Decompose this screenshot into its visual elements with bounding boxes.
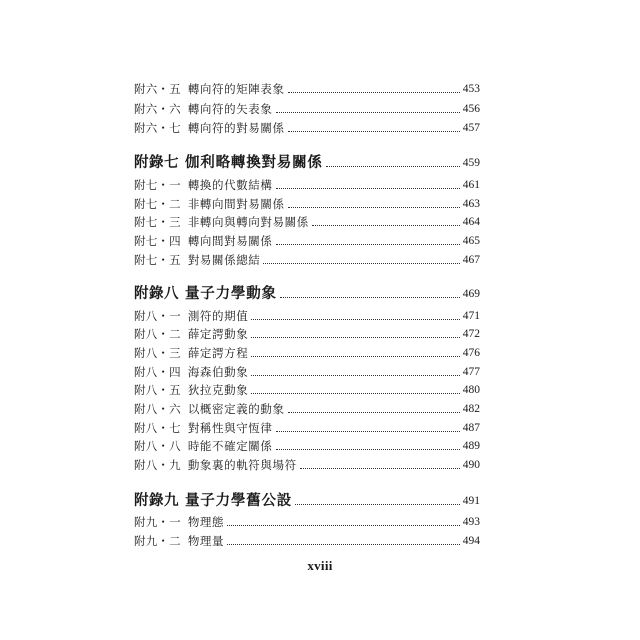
dot-leader xyxy=(251,355,459,357)
page-folio: xviii xyxy=(307,558,333,573)
toc-entry[interactable] xyxy=(134,78,480,96)
entry-title: 非轉向間對易關係 xyxy=(187,197,285,211)
dot-leader xyxy=(288,91,460,93)
entry-page-number: 491 xyxy=(462,495,480,507)
toc-entry[interactable] xyxy=(134,511,480,529)
dot-leader xyxy=(288,411,460,413)
dot-leader xyxy=(295,503,460,505)
entry-title: 測符的期值 xyxy=(187,309,249,323)
dot-leader xyxy=(276,187,460,189)
entry-number: 附八・九 xyxy=(134,458,181,472)
entry-title: 轉向間對易關係 xyxy=(187,234,273,248)
entry-page-number: 465 xyxy=(462,235,480,247)
entry-page-number: 477 xyxy=(462,366,480,378)
dot-leader xyxy=(251,318,459,320)
entry-page-number: 487 xyxy=(462,422,480,434)
entry-page-number: 480 xyxy=(462,384,480,396)
dot-leader xyxy=(326,165,460,167)
dot-leader xyxy=(300,467,460,469)
entry-number: 附九・一 xyxy=(134,515,181,529)
toc-entry[interactable] xyxy=(134,211,480,229)
dot-leader xyxy=(263,262,459,264)
toc-entry[interactable] xyxy=(134,193,480,211)
dot-leader xyxy=(276,243,460,245)
entry-title: 物理量 xyxy=(187,534,225,548)
entry-page-number: 464 xyxy=(462,216,480,228)
toc-entry[interactable] xyxy=(134,435,480,453)
dot-leader xyxy=(280,296,460,298)
toc-entry[interactable] xyxy=(134,417,480,435)
toc-entry[interactable] xyxy=(134,323,480,341)
entry-number: 附六・五 xyxy=(134,82,181,96)
entry-number: 附八・六 xyxy=(134,402,181,416)
entry-page-number: 463 xyxy=(462,198,480,210)
toc-entry[interactable] xyxy=(134,454,480,472)
entry-page-number: 489 xyxy=(462,440,480,452)
entry-number: 附錄八 xyxy=(134,285,179,302)
dot-leader xyxy=(251,336,459,338)
toc-entry[interactable] xyxy=(134,117,480,135)
toc-entry[interactable] xyxy=(134,398,480,416)
entry-title: 非轉向與轉向對易關係 xyxy=(187,215,309,229)
dot-leader xyxy=(227,543,460,545)
entry-title: 量子力學動象 xyxy=(185,285,277,302)
dot-leader xyxy=(276,111,460,113)
entry-title: 狄拉克動象 xyxy=(187,383,249,397)
dot-leader xyxy=(251,392,459,394)
entry-title: 動象裏的軌符與場符 xyxy=(187,458,297,472)
dot-leader xyxy=(227,524,460,526)
entry-title: 海森伯動象 xyxy=(187,365,249,379)
dot-leader xyxy=(288,206,460,208)
entry-page-number: 456 xyxy=(462,103,480,115)
entry-title: 物理態 xyxy=(187,515,225,529)
entry-number: 附六・七 xyxy=(134,121,181,135)
entry-title: 以概密定義的動象 xyxy=(187,402,285,416)
entry-number: 附錄九 xyxy=(134,492,179,509)
entry-number: 附八・五 xyxy=(134,383,181,397)
entry-title: 轉向符的矩陣表象 xyxy=(187,82,285,96)
toc-entry[interactable] xyxy=(134,230,480,248)
entry-page-number: 469 xyxy=(462,288,480,300)
entry-title: 薛定諤方程 xyxy=(187,346,249,360)
entry-page-number: 471 xyxy=(462,310,480,322)
entry-number: 附八・一 xyxy=(134,309,181,323)
entry-number: 附七・一 xyxy=(134,178,181,192)
entry-number: 附八・四 xyxy=(134,365,181,379)
toc-entry[interactable] xyxy=(134,174,480,192)
entry-title: 薛定諤動象 xyxy=(187,327,249,341)
entry-page-number: 467 xyxy=(462,254,480,266)
entry-title: 伽利略轉換對易關係 xyxy=(185,154,323,171)
dot-leader xyxy=(312,224,460,226)
entry-page-number: 490 xyxy=(462,459,480,471)
entry-title: 時能不確定關係 xyxy=(187,439,273,453)
entry-number: 附八・三 xyxy=(134,346,181,360)
entry-title: 轉向符的對易關係 xyxy=(187,121,285,135)
entry-page-number: 494 xyxy=(462,535,480,547)
toc-chapter-entry[interactable] xyxy=(134,150,480,170)
entry-page-number: 459 xyxy=(462,157,480,169)
toc-entry[interactable] xyxy=(134,98,480,116)
entry-title: 對稱性與守恆律 xyxy=(187,421,273,435)
toc-entry[interactable] xyxy=(134,342,480,360)
dot-leader xyxy=(276,448,460,450)
entry-number: 附八・八 xyxy=(134,439,181,453)
entry-number: 附七・五 xyxy=(134,253,181,267)
toc-chapter-entry[interactable] xyxy=(134,281,480,301)
toc-entry[interactable] xyxy=(134,530,480,548)
entry-page-number: 493 xyxy=(462,516,480,528)
toc-entry[interactable] xyxy=(134,305,480,323)
entry-page-number: 457 xyxy=(462,122,480,134)
entry-title: 轉向符的矢表象 xyxy=(187,102,273,116)
entry-number: 附八・七 xyxy=(134,421,181,435)
entry-title: 對易關係總結 xyxy=(187,253,261,267)
toc-entry[interactable] xyxy=(134,361,480,379)
dot-leader xyxy=(288,130,460,132)
entry-page-number: 476 xyxy=(462,347,480,359)
entry-number: 附錄七 xyxy=(134,154,179,171)
entry-page-number: 472 xyxy=(462,328,480,340)
entry-title: 轉換的代數結構 xyxy=(187,178,273,192)
entry-page-number: 453 xyxy=(462,83,480,95)
toc-chapter-entry[interactable] xyxy=(134,488,480,508)
dot-leader xyxy=(251,374,459,376)
entry-title: 量子力學舊公設 xyxy=(185,492,293,509)
toc-entry[interactable] xyxy=(134,379,480,397)
entry-number: 附八・二 xyxy=(134,327,181,341)
dot-leader xyxy=(276,430,460,432)
toc-entry[interactable] xyxy=(134,249,480,267)
entry-number: 附七・二 xyxy=(134,197,181,211)
entry-number: 附六・六 xyxy=(134,102,181,116)
entry-number: 附七・三 xyxy=(134,215,181,229)
entry-number: 附九・二 xyxy=(134,534,181,548)
entry-page-number: 461 xyxy=(462,179,480,191)
entry-number: 附七・四 xyxy=(134,234,181,248)
entry-page-number: 482 xyxy=(462,403,480,415)
